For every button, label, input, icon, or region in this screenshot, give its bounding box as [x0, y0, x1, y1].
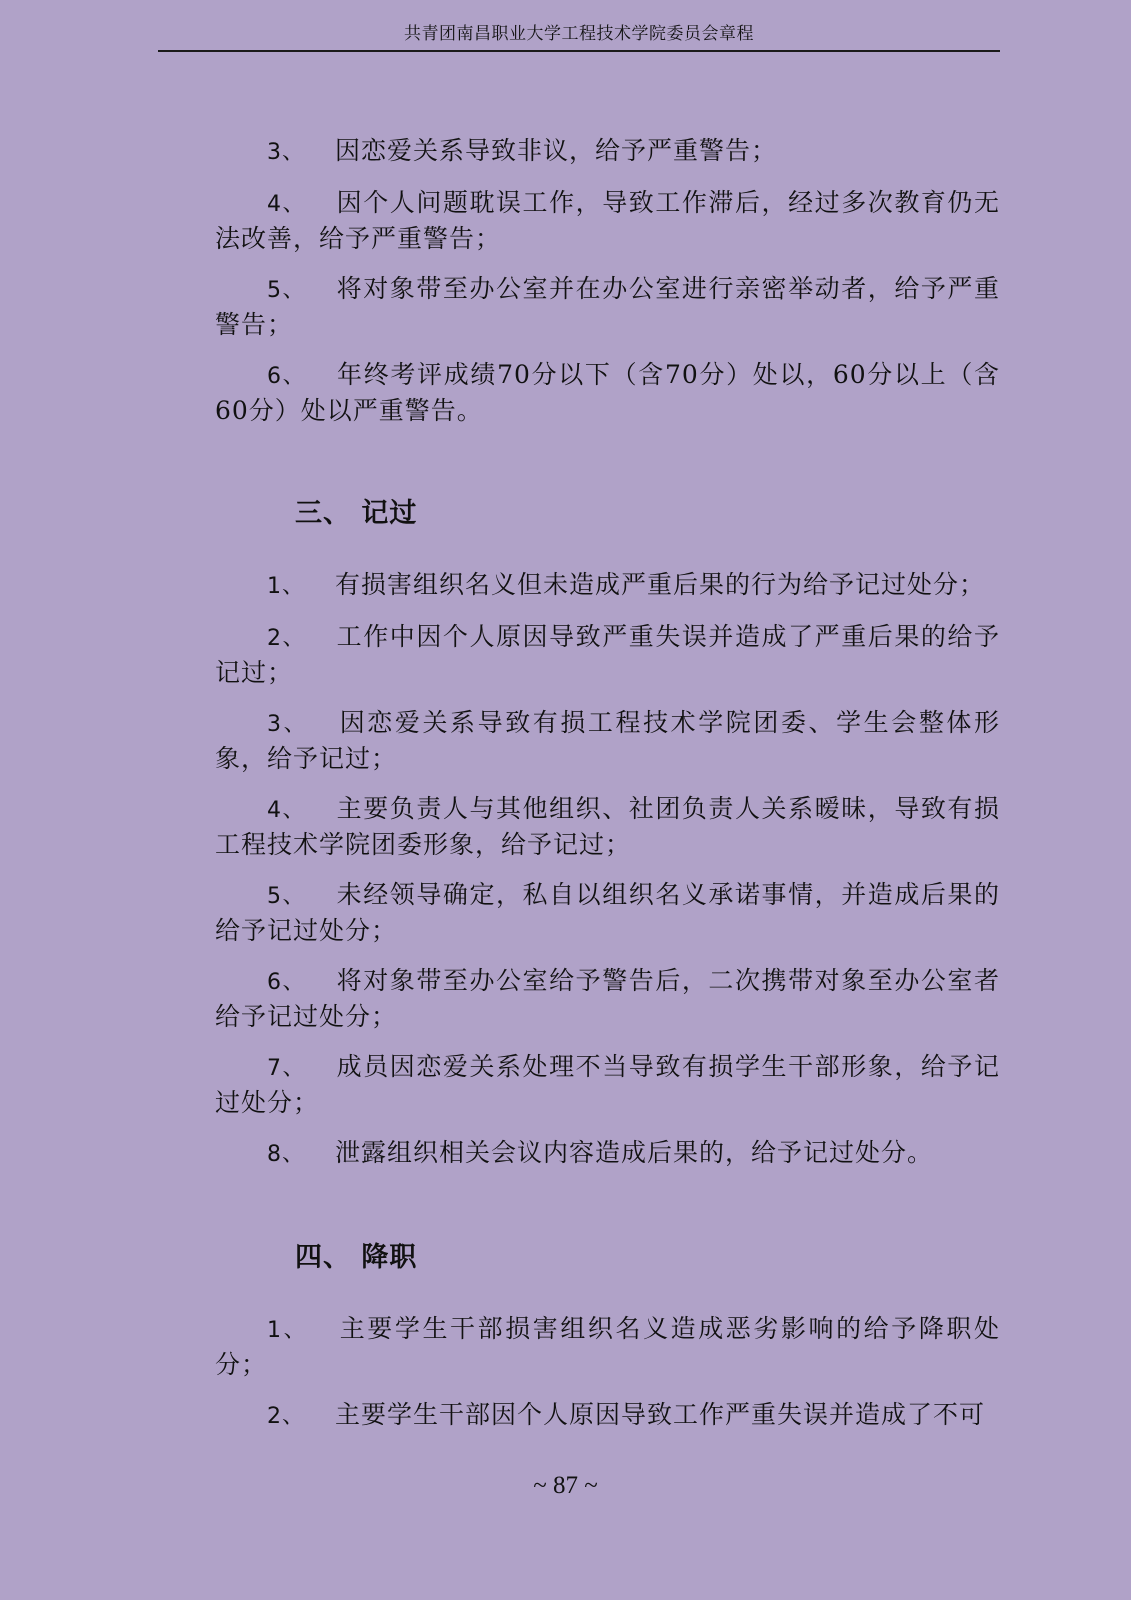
list-item — [215, 186, 1000, 256]
item-text: 有损害组织名义但未造成严重后果的行为给予记过处分； — [335, 570, 986, 599]
list-item — [215, 620, 1000, 690]
item-number: 1、 — [267, 574, 305, 599]
item-text: 主要学生干部损害组织名义造成恶劣影响的给予降职处分； — [215, 1314, 1000, 1379]
item-text: 因个人问题耽误工作，导致工作滞后，经过多次教育仍无法改善，给予严重警告； — [215, 188, 1000, 253]
list-item — [215, 706, 1000, 776]
item-number: 5、 — [267, 278, 307, 303]
item-text: 因恋爱关系导致非议，给予严重警告； — [335, 136, 778, 165]
item-text: 未经领导确定，私自以组织名义承诺事情，并造成后果的给予记过处分； — [215, 880, 1000, 945]
item-number: 2、 — [267, 626, 307, 651]
item-number: 5、 — [267, 884, 307, 909]
section-3-items — [215, 568, 1000, 1172]
list-item — [215, 964, 1000, 1034]
list-item — [215, 272, 1000, 342]
item-number: 6、 — [267, 970, 307, 995]
list-item — [215, 358, 1000, 428]
item-number: 2、 — [267, 1404, 305, 1429]
item-number: 6、 — [267, 364, 307, 389]
item-text: 年终考评成绩70分以下（含70分）处以，60分以上（含60分）处以严重警告。 — [215, 360, 1001, 425]
item-text: 主要学生干部因个人原因导致工作严重失误并造成了不可 — [335, 1400, 986, 1429]
item-number: 3、 — [267, 140, 305, 165]
list-item — [215, 1312, 1000, 1382]
list-item — [215, 134, 1000, 170]
item-number: 3、 — [267, 712, 309, 737]
document-body — [215, 134, 1000, 1450]
section-2-items — [215, 134, 1000, 428]
list-item — [215, 1050, 1000, 1120]
section-heading-demotion: 四、 降职 — [295, 1242, 418, 1273]
item-text: 工作中因个人原因导致严重失误并造成了严重后果的给予记过； — [215, 622, 1000, 687]
section-heading-record-demerit: 三、 记过 — [295, 498, 418, 529]
item-number: 4、 — [267, 798, 307, 823]
item-number: 7、 — [267, 1056, 307, 1081]
list-item — [215, 878, 1000, 948]
list-item — [215, 1398, 1000, 1434]
section-4-items — [215, 1312, 1000, 1434]
list-item — [215, 1136, 1000, 1172]
item-number: 4、 — [267, 192, 307, 217]
item-text: 将对象带至办公室并在办公室进行亲密举动者，给予严重警告； — [215, 274, 1000, 339]
item-text: 将对象带至办公室给予警告后，二次携带对象至办公室者给予记过处分； — [215, 966, 1000, 1031]
list-item — [215, 792, 1000, 862]
item-number: 8、 — [267, 1142, 305, 1167]
list-item — [215, 568, 1000, 604]
item-text: 因恋爱关系导致有损工程技术学院团委、学生会整体形象，给予记过； — [215, 708, 1000, 773]
item-text: 主要负责人与其他组织、社团负责人关系暧昧，导致有损工程技术学院团委形象，给予记过； — [215, 794, 1000, 859]
page-number: ~ 87 ~ — [533, 1472, 598, 1499]
item-text: 泄露组织相关会议内容造成后果的，给予记过处分。 — [335, 1138, 934, 1167]
page-header: 共青团南昌职业大学工程技术学院委员会章程 — [158, 22, 1000, 52]
item-text: 成员因恋爱关系处理不当导致有损学生干部形象，给予记过处分； — [215, 1052, 1000, 1117]
item-number: 1、 — [267, 1318, 309, 1343]
